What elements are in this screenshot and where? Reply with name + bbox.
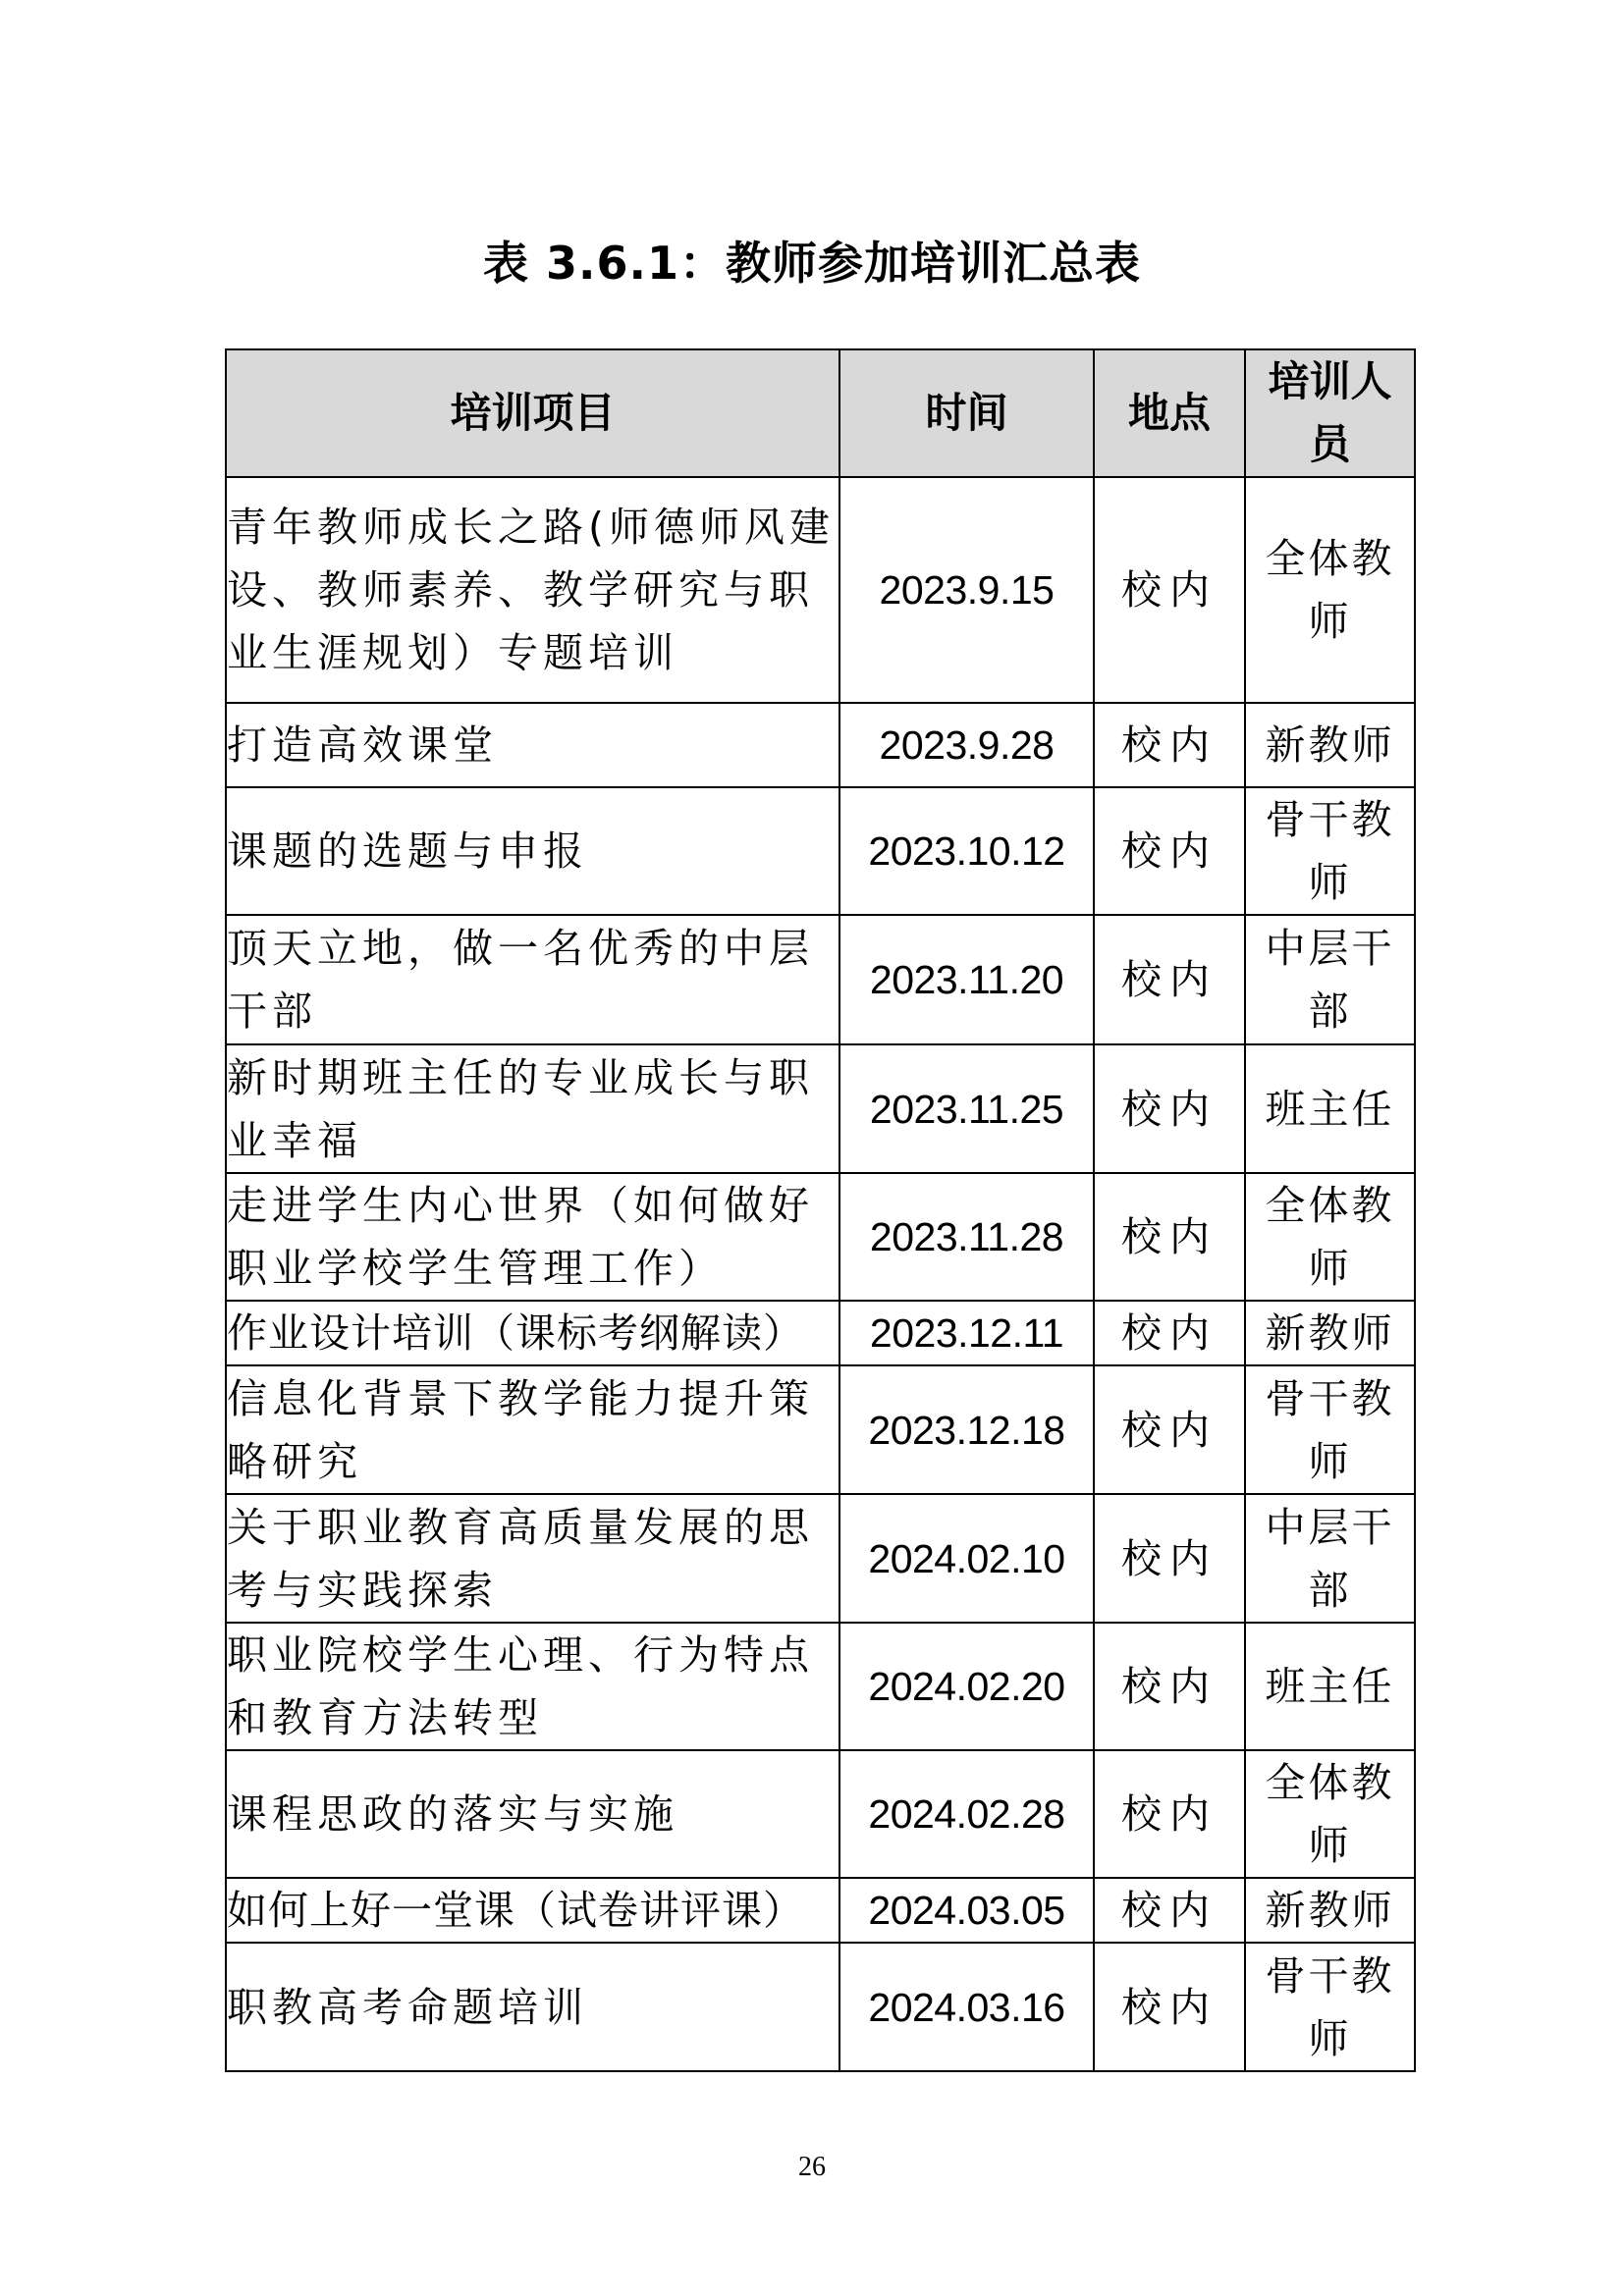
- cell-project: 青年教师成长之路(师德师风建设、教师素养、教学研究与职业生涯规划）专题培训: [226, 477, 839, 703]
- header-time: 时间: [839, 349, 1094, 477]
- cell-time: 2023.12.11: [839, 1301, 1094, 1365]
- cell-project: 职教高考命题培训: [226, 1943, 839, 2071]
- cell-time: 2024.03.16: [839, 1943, 1094, 2071]
- cell-project: 作业设计培训（课标考纲解读）: [226, 1301, 839, 1365]
- table-row: [226, 1173, 1415, 1301]
- cell-project: 打造高效课堂: [226, 703, 839, 787]
- training-summary-table: [225, 348, 1416, 2072]
- table-row: [226, 477, 1415, 703]
- cell-time: 2024.03.05: [839, 1878, 1094, 1943]
- table-header-row: [226, 349, 1415, 477]
- cell-time: 2023.12.18: [839, 1365, 1094, 1494]
- cell-place: 校内: [1094, 477, 1245, 703]
- cell-place: 校内: [1094, 1044, 1245, 1173]
- table-row: [226, 1878, 1415, 1943]
- table-row: [226, 1494, 1415, 1623]
- table-row: [226, 1301, 1415, 1365]
- page-number: 26: [798, 2152, 826, 2182]
- cell-project: 顶天立地，做一名优秀的中层干部: [226, 915, 839, 1044]
- cell-project: 新时期班主任的专业成长与职业幸福: [226, 1044, 839, 1173]
- cell-people: 班主任: [1245, 1044, 1415, 1173]
- header-project: 培训项目: [226, 349, 839, 477]
- cell-time: 2023.11.20: [839, 915, 1094, 1044]
- cell-time: 2024.02.28: [839, 1750, 1094, 1878]
- table-row: [226, 1623, 1415, 1750]
- cell-people: 骨干教师: [1245, 1365, 1415, 1494]
- cell-place: 校内: [1094, 787, 1245, 915]
- cell-project: 走进学生内心世界（如何做好职业学校学生管理工作）: [226, 1173, 839, 1301]
- cell-people: 新教师: [1245, 1301, 1415, 1365]
- cell-place: 校内: [1094, 1623, 1245, 1750]
- cell-time: 2023.9.28: [839, 703, 1094, 787]
- cell-project: 如何上好一堂课（试卷讲评课）: [226, 1878, 839, 1943]
- cell-people: 新教师: [1245, 703, 1415, 787]
- header-place: 地点: [1094, 349, 1245, 477]
- cell-place: 校内: [1094, 1301, 1245, 1365]
- cell-project: 职业院校学生心理、行为特点和教育方法转型: [226, 1623, 839, 1750]
- cell-place: 校内: [1094, 1878, 1245, 1943]
- cell-time: 2024.02.10: [839, 1494, 1094, 1623]
- cell-place: 校内: [1094, 1173, 1245, 1301]
- header-people: 培训人员: [1245, 349, 1415, 477]
- cell-people: 新教师: [1245, 1878, 1415, 1943]
- cell-place: 校内: [1094, 1943, 1245, 2071]
- cell-people: 全体教师: [1245, 1750, 1415, 1878]
- cell-place: 校内: [1094, 703, 1245, 787]
- cell-people: 全体教师: [1245, 1173, 1415, 1301]
- cell-project: 课程思政的落实与实施: [226, 1750, 839, 1878]
- table-row: [226, 915, 1415, 1044]
- cell-project: 课题的选题与申报: [226, 787, 839, 915]
- cell-time: 2024.02.20: [839, 1623, 1094, 1750]
- cell-people: 中层干部: [1245, 1494, 1415, 1623]
- cell-people: 全体教师: [1245, 477, 1415, 703]
- cell-people: 中层干部: [1245, 915, 1415, 1044]
- cell-time: 2023.11.25: [839, 1044, 1094, 1173]
- cell-place: 校内: [1094, 1750, 1245, 1878]
- cell-place: 校内: [1094, 1365, 1245, 1494]
- table-row: [226, 1750, 1415, 1878]
- cell-time: 2023.9.15: [839, 477, 1094, 703]
- cell-place: 校内: [1094, 915, 1245, 1044]
- cell-place: 校内: [1094, 1494, 1245, 1623]
- page-title: 表 3.6.1：教师参加培训汇总表: [483, 237, 1141, 290]
- cell-people: 骨干教师: [1245, 787, 1415, 915]
- table-row: [226, 787, 1415, 915]
- table-row: [226, 1365, 1415, 1494]
- cell-time: 2023.10.12: [839, 787, 1094, 915]
- cell-project: 信息化背景下教学能力提升策略研究: [226, 1365, 839, 1494]
- cell-people: 骨干教师: [1245, 1943, 1415, 2071]
- table-row: [226, 1943, 1415, 2071]
- cell-people: 班主任: [1245, 1623, 1415, 1750]
- table-row: [226, 703, 1415, 787]
- table-row: [226, 1044, 1415, 1173]
- cell-time: 2023.11.28: [839, 1173, 1094, 1301]
- cell-project: 关于职业教育高质量发展的思考与实践探索: [226, 1494, 839, 1623]
